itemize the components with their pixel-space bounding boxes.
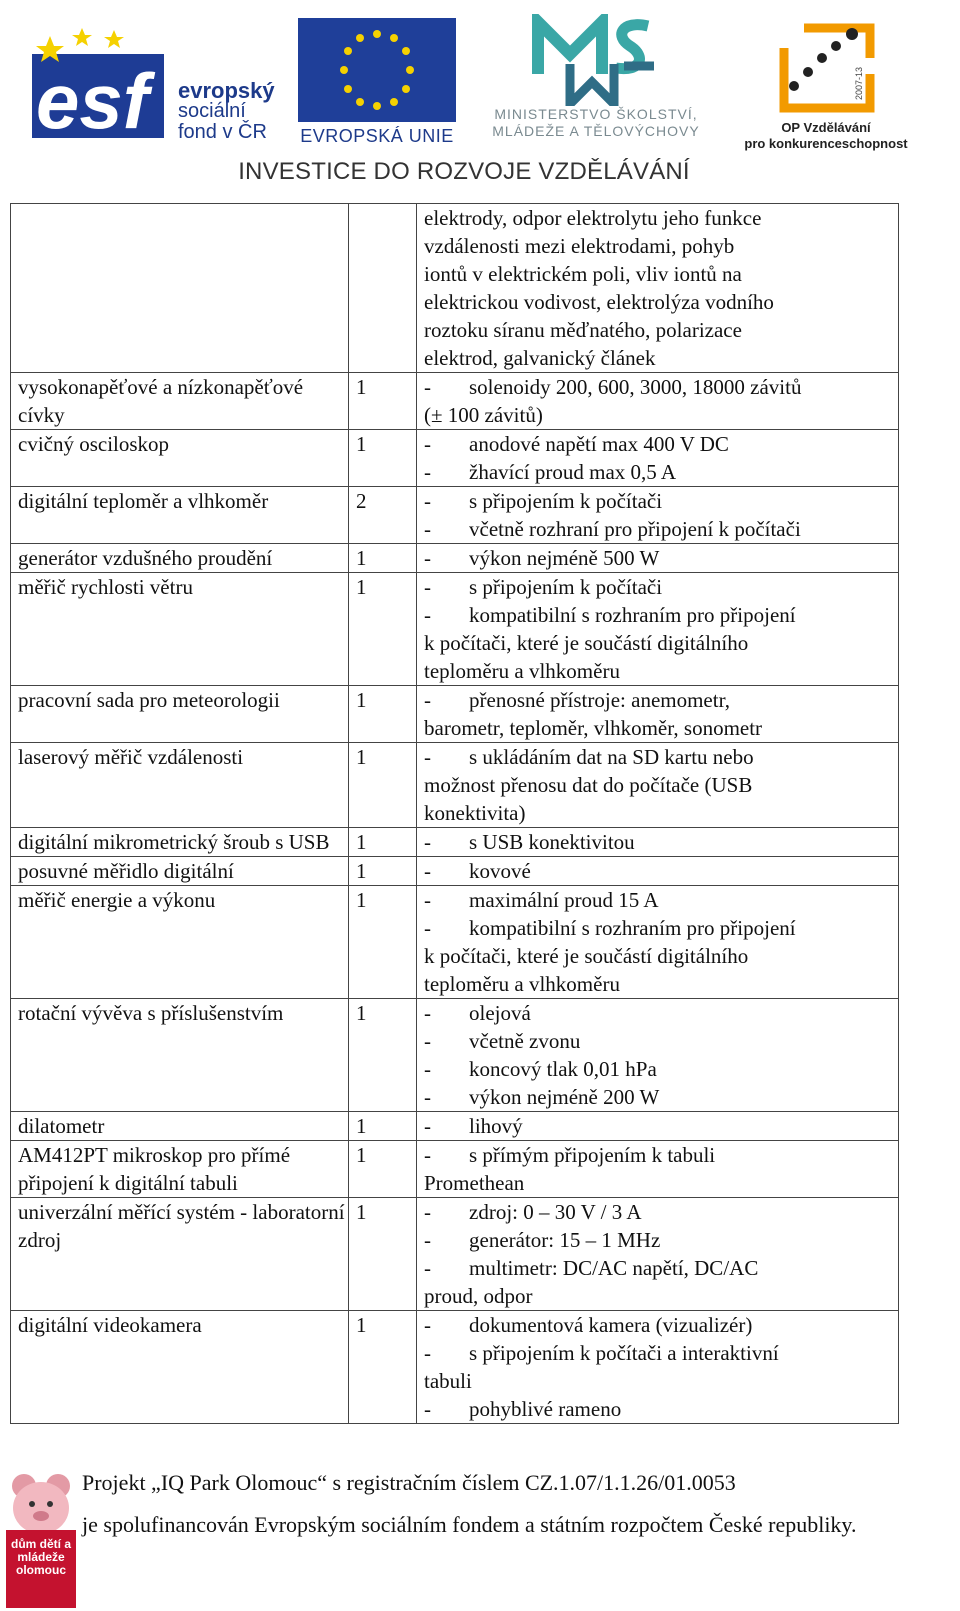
desc-line: [424, 373, 898, 401]
name-cell: měřič energie a výkonu: [11, 886, 349, 999]
desc-line: [424, 1169, 898, 1197]
bullet-dash: -: [424, 517, 431, 541]
qty-cell: 1: [349, 373, 417, 430]
table-row: [11, 857, 899, 886]
desc-cell: [417, 430, 899, 487]
table-row: [11, 1198, 899, 1311]
desc-cell: [417, 686, 899, 743]
bullet-dash: -: [424, 546, 431, 570]
desc-line: [424, 970, 898, 998]
desc-line: [424, 458, 898, 486]
table-row: [11, 999, 899, 1112]
qty-cell: 1: [349, 999, 417, 1112]
desc-cell: [417, 828, 899, 857]
desc-text: včetně rozhraní pro připojení k počítači: [469, 517, 801, 541]
desc-cell: [417, 857, 899, 886]
desc-line: [424, 1055, 898, 1083]
desc-line: [424, 1395, 898, 1423]
desc-cell: [417, 1112, 899, 1141]
desc-cell: [417, 1198, 899, 1311]
name-cell: rotační vývěva s příslušenstvím: [11, 999, 349, 1112]
desc-cell: [417, 373, 899, 430]
desc-text: s ukládáním dat na SD kartu nebo: [469, 745, 754, 769]
desc-line: [424, 573, 898, 601]
bullet-dash: -: [424, 375, 431, 399]
desc-text: dokumentová kamera (vizualizér): [469, 1313, 753, 1337]
desc-cell: [417, 743, 899, 828]
desc-line: [424, 942, 898, 970]
esf-line-1: evropský: [178, 78, 275, 103]
desc-cell: [417, 1311, 899, 1424]
desc-line: vzdálenosti mezi elektrodami, pohyb: [424, 234, 735, 258]
name-cell: AM412PT mikroskop pro přímé připojení k digitální tabuli: [11, 1141, 349, 1198]
esf-logo: [28, 18, 290, 143]
msmt-line-2: MLÁDEŽE A TĚLOVÝCHOVY: [492, 123, 700, 139]
desc-text: barometr, teploměr, vlhkoměr, sonometr: [424, 716, 763, 740]
qty-cell: 1: [349, 1311, 417, 1424]
desc-text: konektivita): [424, 801, 526, 825]
name-cell: digitální videokamera: [11, 1311, 349, 1424]
bullet-dash: -: [424, 888, 431, 912]
desc-cell: [417, 886, 899, 999]
desc-cell: [417, 487, 899, 544]
bullet-dash: -: [424, 1114, 431, 1138]
desc-text: proud, odpor: [424, 1284, 533, 1308]
bullet-dash: -: [424, 1029, 431, 1053]
desc-line: [424, 1282, 898, 1310]
desc-text: kompatibilní s rozhraním pro připojení: [469, 916, 796, 940]
bullet-dash: -: [424, 603, 431, 627]
desc-line: [424, 401, 898, 429]
op-mark-icon: [774, 18, 880, 116]
qty-cell: 1: [349, 573, 417, 686]
name-cell: generátor vzdušného proudění: [11, 544, 349, 573]
desc-line: [424, 686, 898, 714]
bullet-dash: -: [424, 460, 431, 484]
name-cell: [11, 204, 349, 373]
table-row: [11, 544, 899, 573]
msmt-line-1: MINISTERSTVO ŠKOLSTVÍ,: [494, 106, 698, 122]
desc-line: [424, 1254, 898, 1282]
equipment-table: [10, 203, 899, 1424]
ddm-logo-text: dům dětí a mládeže olomouc: [6, 1530, 76, 1608]
page-footer: [0, 1460, 960, 1611]
desc-line: [424, 515, 898, 543]
eu-logo: [298, 18, 456, 148]
desc-line: [424, 1339, 898, 1367]
desc-line: [424, 1141, 898, 1169]
desc-text: maximální proud 15 A: [469, 888, 659, 912]
qty-cell: 1: [349, 686, 417, 743]
desc-cell: [417, 573, 899, 686]
desc-text: včetně zvonu: [469, 1029, 581, 1053]
desc-line: [424, 629, 898, 657]
desc-text: anodové napětí max 400 V DC: [469, 432, 729, 456]
op-vzdelavani-logo: [736, 18, 916, 151]
desc-line: [424, 430, 898, 458]
qty-cell: [349, 204, 417, 373]
desc-line: [424, 714, 898, 742]
bullet-dash: -: [424, 1200, 431, 1224]
name-cell: digitální mikrometrický šroub s USB: [11, 828, 349, 857]
desc-line: elektrody, odpor elektrolytu jeho funkce: [424, 206, 762, 230]
eu-flag-icon: [298, 18, 456, 122]
bullet-dash: -: [424, 1001, 431, 1025]
bullet-dash: -: [424, 1397, 431, 1421]
desc-text: s USB konektivitou: [469, 830, 635, 854]
desc-line: [424, 799, 898, 827]
desc-text: (± 100 závitů): [424, 403, 543, 427]
qty-cell: 1: [349, 544, 417, 573]
table-row: [11, 1141, 899, 1198]
name-cell: posuvné měřidlo digitální: [11, 857, 349, 886]
qty-cell: 1: [349, 828, 417, 857]
desc-line: [424, 1112, 898, 1140]
table-row: [11, 1112, 899, 1141]
name-cell: univerzální měřící systém - laboratorní zdroj: [11, 1198, 349, 1311]
desc-line: iontů v elektrickém poli, vliv iontů na: [424, 262, 742, 286]
bullet-dash: -: [424, 1313, 431, 1337]
qty-cell: 1: [349, 857, 417, 886]
desc-line: [424, 1226, 898, 1254]
bullet-dash: -: [424, 745, 431, 769]
bullet-dash: -: [424, 1341, 431, 1365]
qty-cell: 1: [349, 743, 417, 828]
desc-text: k počítači, které je součástí digitálního: [424, 631, 749, 655]
bullet-dash: -: [424, 1228, 431, 1252]
eu-label: EVROPSKÁ UNIE: [300, 126, 454, 146]
desc-line: [424, 999, 898, 1027]
desc-text: multimetr: DC/AC napětí, DC/AC: [469, 1256, 759, 1280]
desc-text: solenoidy 200, 600, 3000, 18000 závitů: [469, 375, 802, 399]
bear-icon: [6, 1468, 76, 1534]
bullet-dash: -: [424, 1256, 431, 1280]
qty-cell: 1: [349, 1141, 417, 1198]
desc-text: tabuli: [424, 1369, 472, 1393]
bullet-dash: -: [424, 1057, 431, 1081]
desc-cell: [417, 999, 899, 1112]
desc-line: [424, 1311, 898, 1339]
desc-line: [424, 857, 898, 885]
op-line-2: pro konkurenceschopnost: [744, 136, 908, 151]
name-cell: měřič rychlosti větru: [11, 573, 349, 686]
desc-line: roztoku síranu měďnatého, polarizace: [424, 318, 742, 342]
desc-text: lihový: [469, 1114, 523, 1138]
bullet-dash: -: [424, 1085, 431, 1109]
desc-text: generátor: 15 – 1 MHz: [469, 1228, 661, 1252]
qty-cell: 1: [349, 1112, 417, 1141]
name-cell: pracovní sada pro meteorologii: [11, 686, 349, 743]
name-cell: vysokonapěťové a nízkonapěťové cívky: [11, 373, 349, 430]
qty-cell: 1: [349, 1198, 417, 1311]
desc-line: [424, 1027, 898, 1055]
desc-line: [424, 601, 898, 629]
table-row: [11, 204, 899, 373]
bullet-dash: -: [424, 830, 431, 854]
esf-mark-icon: [28, 28, 168, 140]
qty-cell: 1: [349, 886, 417, 999]
table-row: [11, 886, 899, 999]
op-line-1: OP Vzdělávání: [781, 120, 871, 135]
desc-text: kompatibilní s rozhraním pro připojení: [469, 603, 796, 627]
desc-line: elektrickou vodivost, elektrolýza vodního: [424, 290, 774, 314]
desc-line: [424, 1367, 898, 1395]
desc-line: [424, 544, 898, 572]
desc-line: elektrod, galvanický článek: [424, 346, 656, 370]
page-header: [0, 0, 960, 200]
desc-text: zdroj: 0 – 30 V / 3 A: [469, 1200, 642, 1224]
desc-text: Promethean: [424, 1171, 525, 1195]
desc-line: [424, 771, 898, 799]
table-row: [11, 743, 899, 828]
desc-text: kovové: [469, 859, 531, 883]
name-cell: laserový měřič vzdálenosti: [11, 743, 349, 828]
bullet-dash: -: [424, 575, 431, 599]
desc-text: s připojením k počítači: [469, 575, 663, 599]
footer-line-1: Projekt „IQ Park Olomouc“ s registračním číslem CZ.1.07/1.1.26/01.0053: [82, 1470, 736, 1495]
desc-text: k počítači, které je součástí digitálního: [424, 944, 749, 968]
table-row: [11, 373, 899, 430]
bullet-dash: -: [424, 859, 431, 883]
desc-text: s přímým připojením k tabuli: [469, 1143, 716, 1167]
ddm-logo: [6, 1468, 76, 1608]
qty-cell: 1: [349, 430, 417, 487]
desc-text: olejová: [469, 1001, 531, 1025]
qty-cell: 2: [349, 487, 417, 544]
desc-line: [424, 914, 898, 942]
name-cell: cvičný osciloskop: [11, 430, 349, 487]
table-row: [11, 430, 899, 487]
desc-text: teploměru a vlhkoměru: [424, 659, 620, 683]
desc-text: pohyblivé rameno: [469, 1397, 622, 1421]
svg-text:2007-13: 2007-13: [854, 66, 864, 100]
svg-text:esf: esf: [36, 57, 149, 140]
name-cell: digitální teploměr a vlhkoměr: [11, 487, 349, 544]
desc-line: [424, 1198, 898, 1226]
desc-line: [424, 828, 898, 856]
desc-text: přenosné přístroje: anemometr,: [469, 688, 730, 712]
desc-line: [424, 657, 898, 685]
desc-line: [424, 886, 898, 914]
msmt-logo: [462, 14, 730, 144]
table-row: [11, 573, 899, 686]
desc-cell: [417, 204, 899, 373]
bullet-dash: -: [424, 916, 431, 940]
desc-text: žhavící proud max 0,5 A: [469, 460, 677, 484]
table-row: [11, 1311, 899, 1424]
table-row: [11, 686, 899, 743]
slogan: INVESTICE DO ROZVOJE VZDĚLÁVÁNÍ: [238, 158, 690, 185]
desc-text: výkon nejméně 500 W: [469, 546, 660, 570]
desc-line: [424, 743, 898, 771]
bullet-dash: -: [424, 489, 431, 513]
desc-text: koncový tlak 0,01 hPa: [469, 1057, 657, 1081]
msmt-mark-icon: [530, 14, 660, 106]
name-cell: dilatometr: [11, 1112, 349, 1141]
desc-text: s připojením k počítači a interaktivní: [469, 1341, 779, 1365]
bullet-dash: -: [424, 1143, 431, 1167]
desc-line: [424, 1083, 898, 1111]
desc-text: výkon nejméně 200 W: [469, 1085, 660, 1109]
footer-line-2: je spolufinancován Evropským sociálním fondem a státním rozpočtem České republiky.: [82, 1512, 857, 1537]
esf-line-3: fond v ČR: [178, 121, 267, 143]
esf-line-2: sociální: [178, 100, 246, 122]
desc-line: [424, 487, 898, 515]
desc-text: možnost přenosu dat do počítače (USB: [424, 773, 753, 797]
table-row: [11, 487, 899, 544]
desc-text: s připojením k počítači: [469, 489, 663, 513]
desc-text: teploměru a vlhkoměru: [424, 972, 620, 996]
desc-cell: [417, 544, 899, 573]
desc-cell: [417, 1141, 899, 1198]
table-row: [11, 828, 899, 857]
bullet-dash: -: [424, 688, 431, 712]
bullet-dash: -: [424, 432, 431, 456]
